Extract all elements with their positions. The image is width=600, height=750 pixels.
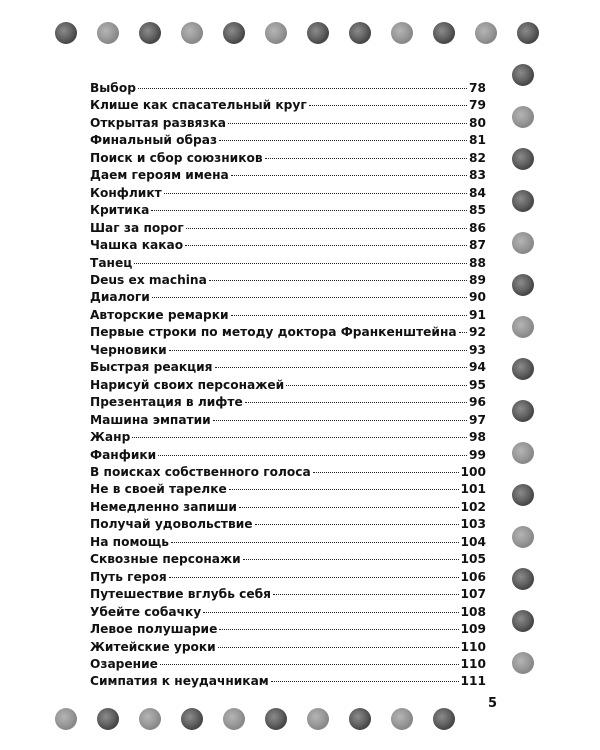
toc-entry [90, 499, 486, 516]
toc-entry-page: 90 [469, 290, 486, 305]
toc-entry [90, 569, 486, 586]
toc-entry-title: Левое полушарие [90, 622, 218, 637]
toc-entry-page: 81 [469, 133, 486, 148]
dot-leader [158, 455, 467, 456]
dot-leader [160, 664, 459, 665]
toc-entry-page: 99 [469, 447, 486, 462]
page-number: 5 [488, 696, 498, 711]
toc-entry-page: 78 [469, 81, 486, 95]
toc-entry-title: Путешествие вглубь себя [90, 587, 271, 602]
toc-entry-title: На помощь [90, 534, 169, 549]
toc-entry [90, 429, 486, 446]
dot-leader [169, 577, 459, 578]
toc-entry-title: Открытая развязка [90, 115, 226, 130]
decorative-dot [97, 22, 119, 44]
toc-entry [90, 586, 486, 603]
decorative-dot [391, 708, 413, 730]
toc-entry [90, 255, 486, 272]
toc-entry [90, 447, 486, 464]
toc-entry [90, 604, 486, 621]
decorative-dot [512, 652, 534, 674]
toc-entry [90, 481, 486, 498]
toc-entry-page: 88 [469, 255, 486, 270]
decorative-dot [265, 708, 287, 730]
decorative-dot [223, 22, 245, 44]
dot-leader [171, 542, 459, 543]
dot-leader [231, 175, 467, 176]
toc-entry-page: 100 [460, 464, 486, 479]
toc-entry-title: Чашка какао [90, 238, 184, 253]
toc-entry-page: 109 [460, 622, 486, 637]
toc-entry [90, 307, 486, 324]
dot-leader [459, 332, 467, 333]
toc-entry [90, 220, 486, 237]
toc-entry-page: 92 [469, 325, 486, 340]
toc-entry [90, 656, 486, 673]
dot-leader [239, 507, 459, 508]
decorative-dot [181, 22, 203, 44]
toc-entry-page: 94 [469, 360, 486, 375]
toc-entry-title: Путь героя [90, 569, 167, 584]
toc-entry-title: Сквозные персонажи [90, 552, 241, 567]
toc-entry-page: 91 [469, 307, 486, 322]
decorative-dot [307, 22, 329, 44]
dot-leader [138, 88, 467, 89]
decorative-dot [512, 106, 534, 128]
decorative-dot [512, 484, 534, 506]
dot-leader [231, 315, 467, 316]
dot-leader [186, 228, 467, 229]
decorative-dot [512, 148, 534, 170]
toc-entry [90, 202, 486, 219]
toc-entry-title: Машина эмпатии [90, 412, 211, 427]
toc-entry [90, 377, 486, 394]
toc-entry [90, 150, 486, 167]
toc-entry-page: 79 [469, 98, 486, 113]
toc-entry-title: Житейские уроки [90, 639, 216, 654]
toc-entry-title: Не в своей тарелке [90, 482, 227, 497]
dot-leader [219, 629, 458, 630]
toc-entry [90, 324, 486, 341]
decorative-dot [265, 22, 287, 44]
decorative-dot [55, 708, 77, 730]
toc-entry [90, 132, 486, 149]
decorative-dot [433, 22, 455, 44]
toc-entry-page: 93 [469, 342, 486, 357]
toc-entry-title: Немедленно запиши [90, 499, 237, 514]
toc-entry [90, 115, 486, 132]
decorative-dot [307, 708, 329, 730]
toc-entry-page: 110 [460, 656, 486, 671]
toc-entry-page: 106 [460, 569, 486, 584]
toc-entry-page: 83 [469, 168, 486, 183]
toc-entry-title: Авторские ремарки [90, 307, 229, 322]
toc-entry-page: 89 [469, 272, 486, 287]
toc-entry-title: Получай удовольствие [90, 517, 253, 532]
dot-leader [255, 524, 459, 525]
toc-entry-page: 98 [469, 430, 486, 445]
dot-leader [215, 367, 468, 368]
toc-entry-title: Черновики [90, 342, 167, 357]
dot-leader [271, 681, 459, 682]
toc-entry-page: 85 [469, 203, 486, 218]
toc-entry-title: Озарение [90, 656, 158, 671]
toc-entry-title: Танец [90, 255, 133, 270]
toc-entry-page: 108 [460, 604, 486, 619]
dot-leader [209, 280, 467, 281]
toc-entry-title: Даем героям имена [90, 168, 229, 183]
decorative-dot [512, 400, 534, 422]
dot-leader [151, 210, 467, 211]
toc-entry-title: Deus ex machina [90, 272, 207, 287]
toc-entry-page: 84 [469, 185, 486, 200]
dot-leader [313, 472, 459, 473]
toc-entry-page: 102 [460, 499, 486, 514]
dot-leader [213, 420, 467, 421]
toc-entry-page: 87 [469, 238, 486, 253]
toc-entry-title: Клише как спасательный круг [90, 98, 307, 113]
toc-entry-title: Презентация в лифте [90, 395, 243, 410]
toc-entry-page: 82 [469, 150, 486, 165]
toc-entry-title: Фанфики [90, 447, 157, 462]
toc-entry-page: 104 [460, 534, 486, 549]
toc-entry [90, 272, 486, 289]
decorative-dot [512, 316, 534, 338]
toc-entry [90, 342, 486, 359]
toc-entry-title: Поиск и сбор союзников [90, 150, 263, 165]
toc-entry [90, 621, 486, 638]
toc-entry-page: 101 [460, 482, 486, 497]
dot-leader [134, 263, 467, 264]
toc-entry [90, 80, 486, 97]
toc-entry [90, 97, 486, 114]
dot-leader [309, 105, 467, 106]
dot-leader [229, 489, 459, 490]
toc-entry [90, 185, 486, 202]
dot-leader [218, 647, 459, 648]
decorative-dot [475, 22, 497, 44]
decorative-dot [512, 190, 534, 212]
toc-entry-title: Нарисуй своих персонажей [90, 377, 285, 392]
decorative-dot [55, 22, 77, 44]
toc-entry-title: Жанр [90, 430, 131, 445]
decorative-dot [349, 708, 371, 730]
decorative-dot [139, 708, 161, 730]
toc-entry-page: 105 [460, 552, 486, 567]
toc-entry [90, 359, 486, 376]
decorative-dot [223, 708, 245, 730]
toc-entry-title: Критика [90, 203, 150, 218]
decorative-dot [512, 232, 534, 254]
decorative-dot [512, 64, 534, 86]
toc-entry-page: 103 [460, 517, 486, 532]
toc-entry-title: Конфликт [90, 185, 162, 200]
decorative-dot [181, 708, 203, 730]
toc-entry-title: В поисках собственного голоса [90, 464, 311, 479]
dot-leader [265, 158, 467, 159]
dot-leader [132, 437, 467, 438]
dot-leader [152, 297, 467, 298]
toc-entry [90, 673, 486, 690]
decorative-dot [433, 708, 455, 730]
toc-entry [90, 516, 486, 533]
dot-leader [219, 140, 467, 141]
toc-entry-title: Быстрая реакция [90, 360, 213, 375]
toc-entry-page: 97 [469, 412, 486, 427]
toc-entry-title: Симпатия к неудачникам [90, 674, 269, 689]
dot-leader [273, 594, 459, 595]
toc-entry-title: Выбор [90, 81, 136, 95]
toc-entry-page: 111 [460, 674, 486, 689]
decorative-dot [512, 358, 534, 380]
decorative-dot [512, 442, 534, 464]
toc-entry [90, 551, 486, 568]
toc-entry-page: 96 [469, 395, 486, 410]
dot-leader [169, 350, 467, 351]
toc-entry [90, 289, 486, 306]
toc-entry-title: Первые строки по методу доктора Франкенштейна [90, 325, 457, 340]
toc-entry-title: Диалоги [90, 290, 150, 305]
dot-leader [243, 559, 459, 560]
dot-leader [185, 245, 467, 246]
dot-leader [228, 123, 467, 124]
toc-entry [90, 534, 486, 551]
decorative-dot [391, 22, 413, 44]
toc-entry-title: Убейте собачку [90, 604, 202, 619]
toc-entry [90, 464, 486, 481]
decorative-dot [512, 568, 534, 590]
decorative-dot [139, 22, 161, 44]
decorative-dot [512, 610, 534, 632]
toc-entry-page: 107 [460, 587, 486, 602]
decorative-dot [97, 708, 119, 730]
toc-entry [90, 167, 486, 184]
decorative-dot [512, 526, 534, 548]
dot-leader [164, 193, 467, 194]
decorative-dot [517, 22, 539, 44]
toc-entry-page: 110 [460, 639, 486, 654]
toc-entry [90, 639, 486, 656]
decorative-dot [512, 274, 534, 296]
toc-entry-page: 95 [469, 377, 486, 392]
decorative-dot [349, 22, 371, 44]
toc-entry [90, 394, 486, 411]
dot-leader [203, 612, 458, 613]
toc-entry-page: 86 [469, 220, 486, 235]
toc-entry [90, 412, 486, 429]
toc-entry [90, 237, 486, 254]
table-of-contents [90, 80, 486, 691]
toc-entry-title: Финальный образ [90, 133, 218, 148]
toc-entry-title: Шаг за порог [90, 220, 184, 235]
toc-entry-page: 80 [469, 115, 486, 130]
dot-leader [286, 385, 467, 386]
dot-leader [245, 402, 467, 403]
